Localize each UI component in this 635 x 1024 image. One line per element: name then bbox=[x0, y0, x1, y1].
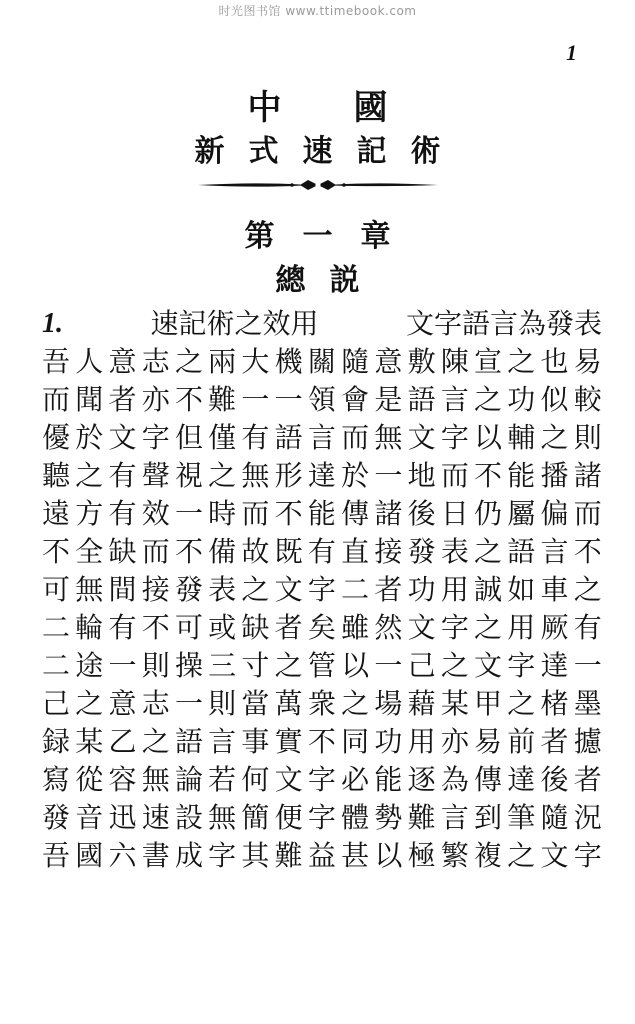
text-char: 而 bbox=[241, 497, 270, 530]
text-char: 機 bbox=[274, 345, 303, 378]
text-char: 志 bbox=[141, 345, 170, 378]
page-number: 1 bbox=[566, 40, 577, 65]
text-char: 意 bbox=[374, 345, 403, 378]
text-char: 較 bbox=[573, 383, 602, 416]
text-char: 實 bbox=[274, 725, 303, 758]
text-char: 陳 bbox=[440, 345, 469, 378]
text-char: 易 bbox=[573, 345, 602, 378]
book-subtitle-char: 記 bbox=[356, 134, 387, 169]
text-line bbox=[42, 533, 602, 571]
text-char: 誠 bbox=[474, 573, 503, 606]
text-line bbox=[42, 761, 602, 799]
text-line bbox=[42, 457, 602, 495]
text-char: 隨 bbox=[341, 345, 370, 378]
text-char: 言 bbox=[208, 725, 237, 758]
text-char: 之 bbox=[507, 345, 536, 378]
text-char: 似 bbox=[540, 383, 569, 416]
text-char: 一 bbox=[374, 649, 403, 682]
text-line bbox=[42, 837, 602, 875]
text-char: 缺 bbox=[108, 535, 137, 568]
text-char: 事 bbox=[241, 725, 270, 758]
text-char: 一 bbox=[174, 687, 203, 720]
text-char: 字 bbox=[507, 649, 536, 682]
text-char: 何 bbox=[241, 763, 270, 796]
text-char: 有 bbox=[108, 459, 137, 492]
text-char: 文 bbox=[274, 573, 303, 606]
text-char: 用 bbox=[407, 725, 436, 758]
text-char: 功 bbox=[374, 725, 403, 758]
text-line bbox=[42, 571, 602, 609]
text-char: 之 bbox=[141, 725, 170, 758]
paragraph-heading: 速記術之效用 bbox=[150, 307, 319, 340]
text-char: 備 bbox=[208, 535, 237, 568]
text-char: 傳 bbox=[341, 497, 370, 530]
text-char: 文 bbox=[108, 421, 137, 454]
text-char: 後 bbox=[540, 763, 569, 796]
text-char: 之 bbox=[474, 383, 503, 416]
text-char: 或 bbox=[208, 611, 237, 644]
text-line bbox=[42, 305, 602, 343]
text-char: 録 bbox=[42, 725, 71, 758]
text-char: 宣 bbox=[474, 345, 503, 378]
text-char: 極 bbox=[407, 839, 436, 872]
text-char: 易 bbox=[474, 725, 503, 758]
text-char: 志 bbox=[141, 687, 170, 720]
text-char: 不 bbox=[307, 725, 336, 758]
text-char: 意 bbox=[108, 345, 137, 378]
text-char: 聲 bbox=[141, 459, 170, 492]
text-char: 故 bbox=[241, 535, 270, 568]
text-char: 若 bbox=[208, 763, 237, 796]
text-char: 也 bbox=[540, 345, 569, 378]
text-char: 衆 bbox=[307, 687, 336, 720]
text-char: 敷 bbox=[407, 345, 436, 378]
text-char: 而 bbox=[42, 383, 71, 416]
text-char: 而 bbox=[341, 421, 370, 454]
text-char: 文 bbox=[540, 839, 569, 872]
text-char: 然 bbox=[374, 611, 403, 644]
text-char: 吾 bbox=[42, 839, 71, 872]
text-char: 音 bbox=[75, 801, 104, 834]
text-char: 車 bbox=[540, 573, 569, 606]
text-char: 字 bbox=[307, 573, 336, 606]
text-char: 複 bbox=[474, 839, 503, 872]
chapter-heading-char: 章 bbox=[360, 219, 391, 254]
text-char: 無 bbox=[75, 573, 104, 606]
text-char: 播 bbox=[540, 459, 569, 492]
text-char: 之 bbox=[341, 687, 370, 720]
text-char: 之 bbox=[241, 573, 270, 606]
text-char: 設 bbox=[174, 801, 203, 834]
book-subtitle-char: 式 bbox=[248, 134, 279, 169]
text-char: 有 bbox=[573, 611, 602, 644]
text-char: 不 bbox=[474, 459, 503, 492]
text-line bbox=[42, 647, 602, 685]
text-char: 途 bbox=[75, 649, 104, 682]
text-char: 能 bbox=[307, 497, 336, 530]
text-char: 逐 bbox=[407, 763, 436, 796]
text-line bbox=[42, 419, 602, 457]
text-char: 無 bbox=[241, 459, 270, 492]
text-char: 表 bbox=[440, 535, 469, 568]
text-char: 之 bbox=[274, 649, 303, 682]
text-char: 字 bbox=[307, 801, 336, 834]
text-char: 不 bbox=[141, 611, 170, 644]
text-char: 勢 bbox=[374, 801, 403, 834]
text-char: 一 bbox=[108, 649, 137, 682]
text-char: 筆 bbox=[507, 801, 536, 834]
text-char: 一 bbox=[174, 497, 203, 530]
text-char: 文 bbox=[407, 611, 436, 644]
text-char: 優 bbox=[42, 421, 71, 454]
text-char: 而 bbox=[141, 535, 170, 568]
text-char: 意 bbox=[108, 687, 137, 720]
text-char: 之 bbox=[208, 459, 237, 492]
text-char: 兩 bbox=[208, 345, 237, 378]
text-char: 體 bbox=[341, 801, 370, 834]
text-char: 者 bbox=[540, 725, 569, 758]
text-char: 時 bbox=[208, 497, 237, 530]
text-char: 功 bbox=[407, 573, 436, 606]
text-char: 字 bbox=[307, 763, 336, 796]
text-char: 言 bbox=[440, 801, 469, 834]
text-char: 三 bbox=[208, 649, 237, 682]
text-char: 字 bbox=[208, 839, 237, 872]
text-char: 字 bbox=[440, 611, 469, 644]
text-char: 僅 bbox=[208, 421, 237, 454]
book-subtitle-char: 術 bbox=[410, 134, 441, 169]
text-char: 而 bbox=[440, 459, 469, 492]
watermark: 时光图书馆 www.ttimebook.com bbox=[218, 4, 417, 18]
text-char: 於 bbox=[75, 421, 104, 454]
text-char: 容 bbox=[108, 763, 137, 796]
text-char: 屬 bbox=[507, 497, 536, 530]
text-char: 聽 bbox=[42, 459, 71, 492]
book-title-char: 中 bbox=[247, 88, 282, 128]
text-char: 墨 bbox=[573, 687, 602, 720]
text-line bbox=[42, 799, 602, 837]
text-char: 但 bbox=[174, 421, 203, 454]
text-char: 亦 bbox=[141, 383, 170, 416]
paragraph-number: 1. bbox=[42, 308, 63, 339]
text-char: 之 bbox=[573, 573, 602, 606]
text-char: 有 bbox=[108, 611, 137, 644]
text-char: 便 bbox=[274, 801, 303, 834]
text-char: 當 bbox=[241, 687, 270, 720]
chapter-heading bbox=[0, 216, 635, 258]
text-char: 大 bbox=[241, 345, 270, 378]
text-char: 達 bbox=[540, 649, 569, 682]
text-char: 語 bbox=[507, 535, 536, 568]
text-char: 某 bbox=[75, 725, 104, 758]
text-char: 管 bbox=[307, 649, 336, 682]
text-char: 同 bbox=[341, 725, 370, 758]
text-char: 方 bbox=[75, 497, 104, 530]
text-char: 日 bbox=[440, 497, 469, 530]
text-char: 言 bbox=[440, 383, 469, 416]
text-char: 字 bbox=[141, 421, 170, 454]
text-char: 隨 bbox=[540, 801, 569, 834]
text-char: 之 bbox=[75, 687, 104, 720]
text-char: 字 bbox=[573, 839, 602, 872]
text-char: 寸 bbox=[241, 649, 270, 682]
text-char: 從 bbox=[75, 763, 104, 796]
text-char: 場 bbox=[374, 687, 403, 720]
text-char: 能 bbox=[507, 459, 536, 492]
text-char: 之 bbox=[474, 535, 503, 568]
text-line bbox=[42, 609, 602, 647]
text-char: 二 bbox=[341, 573, 370, 606]
text-char: 文 bbox=[274, 763, 303, 796]
text-char: 一 bbox=[241, 383, 270, 416]
text-char: 國 bbox=[75, 839, 104, 872]
text-char: 者 bbox=[374, 573, 403, 606]
text-char: 地 bbox=[407, 459, 436, 492]
text-char: 之 bbox=[507, 687, 536, 720]
text-char: 仍 bbox=[474, 497, 503, 530]
section-heading-char: 總 bbox=[275, 263, 306, 298]
text-char: 會 bbox=[341, 383, 370, 416]
text-char: 語 bbox=[274, 421, 303, 454]
body-text bbox=[42, 305, 602, 875]
text-char: 如 bbox=[507, 573, 536, 606]
text-char: 用 bbox=[507, 611, 536, 644]
text-char: 後 bbox=[407, 497, 436, 530]
text-char: 關 bbox=[307, 345, 336, 378]
text-char: 以 bbox=[374, 839, 403, 872]
text-char: 必 bbox=[341, 763, 370, 796]
text-char: 不 bbox=[573, 535, 602, 568]
text-char: 是 bbox=[374, 383, 403, 416]
text-char: 不 bbox=[174, 535, 203, 568]
text-char: 己 bbox=[407, 649, 436, 682]
text-char: 形 bbox=[274, 459, 303, 492]
text-char: 聞 bbox=[75, 383, 104, 416]
text-char: 簡 bbox=[241, 801, 270, 834]
text-char: 無 bbox=[374, 421, 403, 454]
text-char: 藉 bbox=[407, 687, 436, 720]
text-char: 效 bbox=[141, 497, 170, 530]
section-heading bbox=[0, 260, 635, 302]
text-char: 有 bbox=[108, 497, 137, 530]
text-char: 寫 bbox=[42, 763, 71, 796]
text-char: 領 bbox=[307, 383, 336, 416]
text-char: 迅 bbox=[108, 801, 137, 834]
text-char: 厥 bbox=[540, 611, 569, 644]
text-char: 語 bbox=[407, 383, 436, 416]
text-char: 一 bbox=[274, 383, 303, 416]
text-char: 吾 bbox=[42, 345, 71, 378]
text-char: 操 bbox=[174, 649, 203, 682]
text-char: 雖 bbox=[341, 611, 370, 644]
text-char: 缺 bbox=[241, 611, 270, 644]
text-char: 到 bbox=[474, 801, 503, 834]
book-title-char: 國 bbox=[353, 88, 388, 128]
text-char: 前 bbox=[507, 725, 536, 758]
text-char: 輪 bbox=[75, 611, 104, 644]
text-char: 人 bbox=[75, 345, 104, 378]
text-char: 之 bbox=[474, 611, 503, 644]
text-char: 不 bbox=[274, 497, 303, 530]
text-char: 書 bbox=[141, 839, 170, 872]
text-line bbox=[42, 381, 602, 419]
text-char: 不 bbox=[174, 383, 203, 416]
chapter-heading-char: 第 bbox=[244, 219, 275, 254]
text-char: 無 bbox=[141, 763, 170, 796]
text-line bbox=[42, 685, 602, 723]
text-char: 以 bbox=[341, 649, 370, 682]
text-char: 乙 bbox=[108, 725, 137, 758]
text-char: 一 bbox=[573, 649, 602, 682]
text-char: 亦 bbox=[440, 725, 469, 758]
book-subtitle-char: 新 bbox=[194, 134, 225, 169]
text-char: 有 bbox=[241, 421, 270, 454]
text-char: 則 bbox=[573, 421, 602, 454]
text-char: 則 bbox=[208, 687, 237, 720]
text-char: 達 bbox=[307, 459, 336, 492]
text-char: 既 bbox=[274, 535, 303, 568]
text-char: 者 bbox=[108, 383, 137, 416]
text-char: 不 bbox=[42, 535, 71, 568]
text-char: 之 bbox=[540, 421, 569, 454]
text-line bbox=[42, 723, 602, 761]
text-char: 其 bbox=[241, 839, 270, 872]
text-char: 甚 bbox=[341, 839, 370, 872]
text-line-content: 文字語言為發表 bbox=[405, 307, 602, 340]
text-char: 者 bbox=[573, 763, 602, 796]
text-char: 繁 bbox=[440, 839, 469, 872]
text-char: 能 bbox=[374, 763, 403, 796]
text-char: 益 bbox=[307, 839, 336, 872]
text-char: 言 bbox=[540, 535, 569, 568]
text-char: 直 bbox=[341, 535, 370, 568]
text-char: 可 bbox=[174, 611, 203, 644]
text-char: 可 bbox=[42, 573, 71, 606]
text-char: 楮 bbox=[540, 687, 569, 720]
text-char: 文 bbox=[474, 649, 503, 682]
text-char: 表 bbox=[208, 573, 237, 606]
text-char: 有 bbox=[307, 535, 336, 568]
text-char: 難 bbox=[407, 801, 436, 834]
text-char: 以 bbox=[474, 421, 503, 454]
text-char: 發 bbox=[174, 573, 203, 606]
text-char: 全 bbox=[75, 535, 104, 568]
text-char: 諸 bbox=[374, 497, 403, 530]
text-char: 則 bbox=[141, 649, 170, 682]
text-char: 者 bbox=[274, 611, 303, 644]
text-char: 二 bbox=[42, 611, 71, 644]
ornamental-divider bbox=[196, 176, 440, 194]
text-char: 間 bbox=[108, 573, 137, 606]
text-char: 輔 bbox=[507, 421, 536, 454]
text-char: 字 bbox=[440, 421, 469, 454]
text-char: 之 bbox=[507, 839, 536, 872]
text-char: 論 bbox=[174, 763, 203, 796]
text-char: 接 bbox=[141, 573, 170, 606]
text-char: 甲 bbox=[474, 687, 503, 720]
text-char: 己 bbox=[42, 687, 71, 720]
book-subtitle-char: 速 bbox=[302, 134, 333, 169]
text-char: 傳 bbox=[474, 763, 503, 796]
text-char: 之 bbox=[174, 345, 203, 378]
text-line bbox=[42, 343, 602, 381]
text-char: 用 bbox=[440, 573, 469, 606]
text-char: 況 bbox=[573, 801, 602, 834]
text-char: 二 bbox=[42, 649, 71, 682]
book-title bbox=[0, 86, 635, 130]
text-char: 難 bbox=[274, 839, 303, 872]
text-char: 為 bbox=[440, 763, 469, 796]
book-subtitle bbox=[0, 132, 635, 172]
text-char: 難 bbox=[208, 383, 237, 416]
text-char: 發 bbox=[407, 535, 436, 568]
text-char: 六 bbox=[108, 839, 137, 872]
text-char: 之 bbox=[440, 649, 469, 682]
text-char: 諸 bbox=[573, 459, 602, 492]
text-char: 偏 bbox=[540, 497, 569, 530]
text-char: 某 bbox=[440, 687, 469, 720]
text-char: 無 bbox=[208, 801, 237, 834]
text-char: 成 bbox=[174, 839, 203, 872]
text-char: 矣 bbox=[307, 611, 336, 644]
text-char: 言 bbox=[307, 421, 336, 454]
text-char: 於 bbox=[341, 459, 370, 492]
text-char: 達 bbox=[507, 763, 536, 796]
text-char: 視 bbox=[174, 459, 203, 492]
text-char: 語 bbox=[174, 725, 203, 758]
text-char: 攄 bbox=[573, 725, 602, 758]
section-heading-char: 説 bbox=[329, 263, 360, 298]
text-char: 發 bbox=[42, 801, 71, 834]
text-char: 速 bbox=[141, 801, 170, 834]
text-char: 功 bbox=[507, 383, 536, 416]
text-char: 文 bbox=[407, 421, 436, 454]
text-char: 萬 bbox=[274, 687, 303, 720]
text-char: 而 bbox=[573, 497, 602, 530]
chapter-heading-char: 一 bbox=[302, 219, 333, 254]
text-char: 之 bbox=[75, 459, 104, 492]
text-char: 接 bbox=[374, 535, 403, 568]
text-line bbox=[42, 495, 602, 533]
text-char: 遠 bbox=[42, 497, 71, 530]
text-char: 一 bbox=[374, 459, 403, 492]
